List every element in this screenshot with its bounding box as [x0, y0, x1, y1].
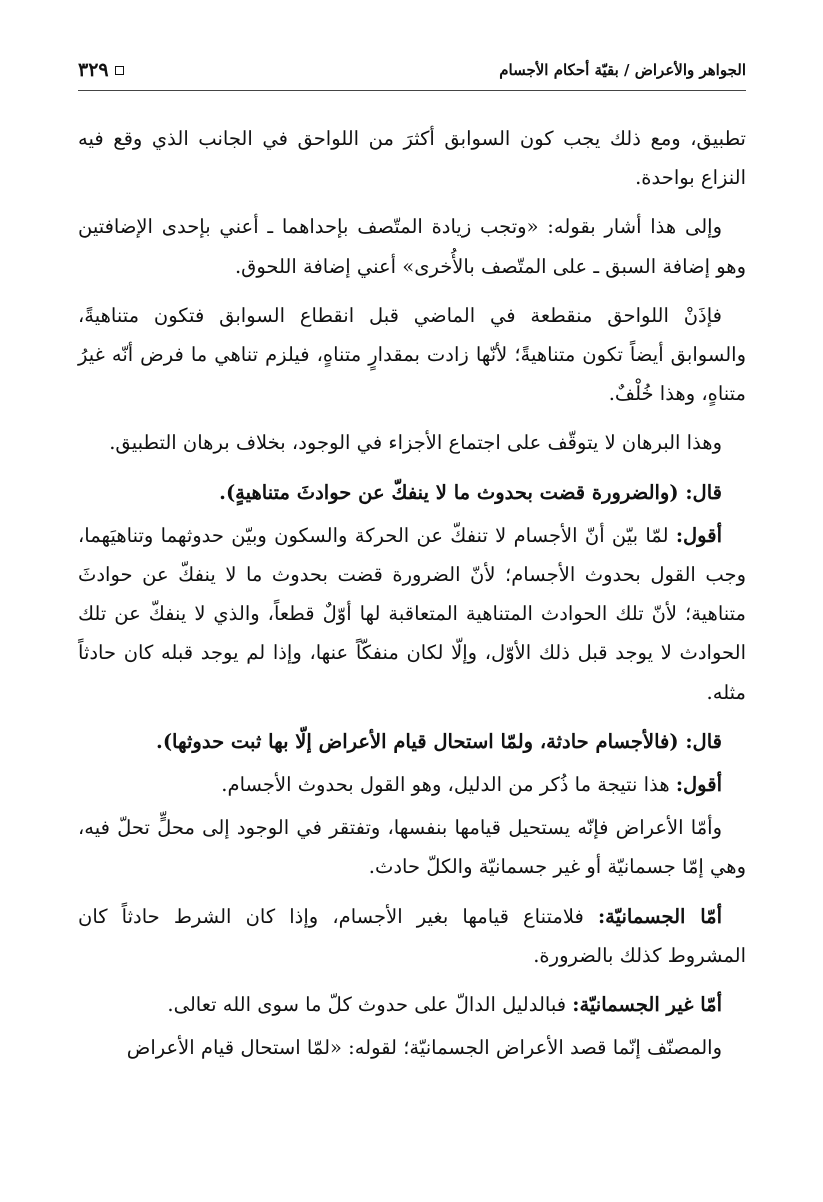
square-separator-icon	[115, 66, 124, 75]
sharh-label: أقول:	[675, 523, 722, 547]
section-label: أمّا الجسمانيّة:	[597, 904, 722, 928]
paragraph-matn-2	[78, 722, 746, 761]
section-label: أمّا غير الجسمانيّة:	[572, 993, 722, 1017]
paragraph-non-corporeal: أمّا غير الجسمانيّة: فبالدليل الدالّ على حدوث كلّ ما سوى الله تعالى.	[167, 993, 722, 1017]
matn-text: (فالأجسام حادثة، ولمّا استحال قيام الأعراض إلّا بها ثبت حدوثها).	[156, 729, 686, 753]
paragraph-accidents: وأمّا الأعراض فإنّه يستحيل قيامها بنفسها، وتفتقر في الوجود إلى محلٍّ تحلّ فيه، وهي إمّا جسمانيّة أو غير جسمانيّة والكلّ حادث.	[78, 816, 746, 879]
page-number: ٣٢٩	[78, 59, 109, 81]
paragraph-conclusion: فإذَنْ اللواحق منقطعة في الماضي قبل انقطاع السوابق فتكون متناهيةً، والسوابق أيضاً تكون متناهيةً؛ لأنّها زادت بمقدارٍ متناهٍ، فيلزم تناهي ما فرض أنّه غيرُ متناهٍ، وهذا خُلْفٌ.	[78, 303, 746, 406]
paragraph-sharh-1	[78, 516, 746, 712]
matn-label: قال:	[685, 729, 722, 753]
sharh-text: هذا نتيجة ما ذُكر من الدليل، وهو القول بحدوث الأجسام.	[221, 773, 676, 797]
page-body	[78, 119, 746, 1067]
matn-text: (والضرورة قضت بحدوث ما لا ينفكّ عن حوادثَ متناهيةٍ).	[219, 480, 686, 504]
running-header	[78, 50, 746, 91]
paragraph-sharh-2	[78, 765, 746, 804]
paragraph-corporeal: أمّا الجسمانيّة: فلامتناع قيامها بغير الأجسام، وإذا كان الشرط حادثاً كان المشروط كذلك بالضرورة.	[78, 904, 746, 967]
paragraph-proof-note: وهذا البرهان لا يتوقّف على اجتماع الأجزاء في الوجود، بخلاف برهان التطبيق.	[109, 431, 722, 455]
header-title: الجواهر والأعراض / بقيّة أحكام الأجسام	[499, 61, 746, 79]
paragraph-continuation: تطبيق، ومع ذلك يجب كون السوابق أكثرَ من اللواحق في الجانب الذي وقع فيه النزاع بواحدة.	[78, 127, 746, 190]
sharh-text: لمّا بيّن أنّ الأجسام لا تنفكّ عن الحركة والسكون وبيّن حدوثهما وتناهيَهما، وجب القول بحدوث الأجسام؛ لأنّ الضرورة قضت بحدوث ما لا ينفكّ عن حوادثَ متناهية؛ لأنّ تلك الحوادث المتناهية المتعاقبة لها أوّلٌ قطعاً، والذي لا ينفكّ عن تلك الحوادث لا يوجد قبل ذلك الأوّل، وإلّا لكان منفكّاً عنها، وإذا لم يوجد قبله كان حادثاً مثله.	[78, 523, 746, 704]
matn-label: قال:	[685, 480, 722, 504]
page	[78, 50, 746, 1077]
paragraph-author-intent: والمصنّف إنّما قصد الأعراض الجسمانيّة؛ لقوله: «لمّا استحال قيام الأعراض	[126, 1036, 722, 1060]
paragraph-matn-1	[78, 473, 746, 512]
header-page-block	[78, 59, 124, 81]
paragraph-quote-reference: وإلى هذا أشار بقوله: «وتجب زيادة المتّصف بإحداهما ـ أعني بإحدى الإضافتين وهو إضافة السبق ـ على المتّصف بالأُخرى» أعني إضافة اللحوق.	[78, 215, 746, 278]
sharh-label: أقول:	[675, 773, 722, 797]
